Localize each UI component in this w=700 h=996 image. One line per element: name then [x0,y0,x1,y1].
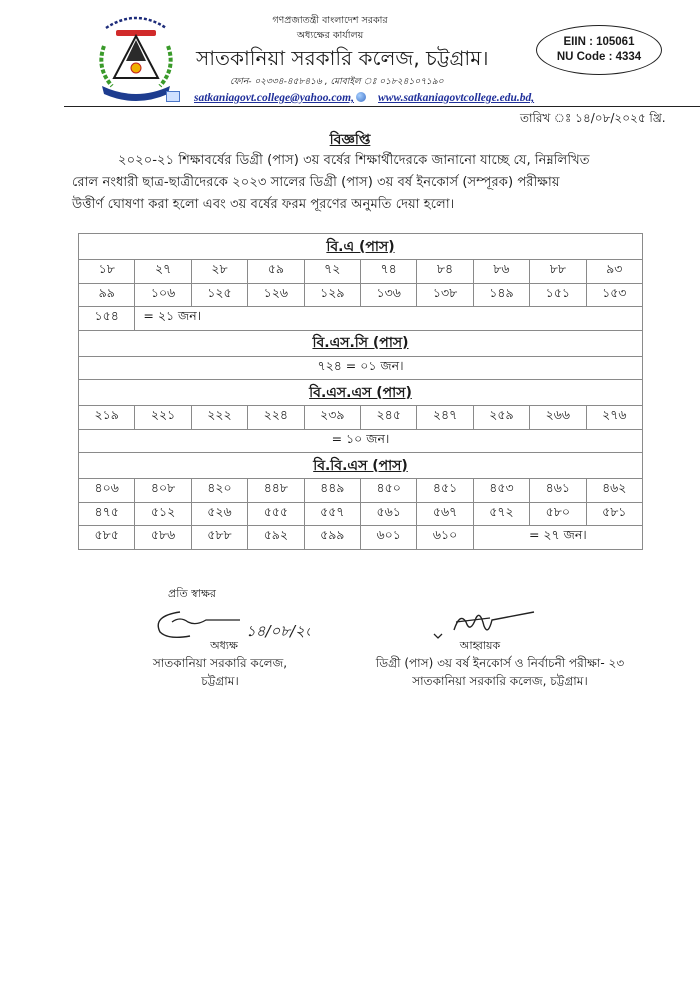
counter-signature-label: প্রতি স্বাক্ষর [168,587,216,600]
roll-cell: ২৭৬ [586,406,642,430]
roll-cell: ১২৬ [248,283,304,307]
roll-cell: ৫৬১ [360,502,416,526]
roll-cell: ৯৩ [586,260,642,284]
roll-cell: ৬০১ [360,526,416,550]
roll-cell: ১৪৯ [473,283,529,307]
roll-cell: ৪৪৮ [248,479,304,503]
bss-heading [79,380,643,406]
table-row [79,307,643,331]
bbs-heading-text: বি.বি.এস (পাস) [313,457,408,474]
notice-date: তারিখ ঃ ১৪/০৮/২০২৫ খ্রি. [520,111,666,125]
roll-cell: ৫২৬ [191,502,247,526]
table-row [79,429,643,453]
roll-cell: ৪৬১ [530,479,586,503]
ba-total: = ২১ জন। [135,307,643,331]
principal-signature-date: ১৪/০৮/২৫ [246,622,310,640]
table-row [79,356,643,380]
roll-cell: ২৫৯ [473,406,529,430]
convener-college: সাতকানিয়া সরকারি কলেজ, চট্টগ্রাম। [412,674,588,688]
roll-cell: ৮৪ [417,260,473,284]
table-row [79,479,643,503]
nu-code: NU Code : 4334 [556,51,642,63]
roll-cell: ২৮ [191,260,247,284]
bsc-heading [79,330,643,356]
roll-cell: ১২৯ [304,283,360,307]
eiin-badge [536,25,662,75]
roll-cell: ১৩৮ [417,283,473,307]
ba-heading-row [79,234,643,260]
roll-cell: ৪৬২ [586,479,642,503]
roll-cell: ৫৯২ [248,526,304,550]
roll-cell: ১৫৪ [79,307,135,331]
website-link[interactable]: www.satkaniagovtcollege.edu.bd, [378,92,535,104]
roll-cell: ২৪৭ [417,406,473,430]
roll-cell: ২২১ [135,406,191,430]
roll-cell: ১৫১ [530,283,586,307]
bsc-summary: ৭২৪ = ০১ জন। [79,356,643,380]
convener-title: আহ্বায়ক [459,639,501,652]
principal-college: সাতকানিয়া সরকারি কলেজ, [152,656,288,670]
contact-line: ফোন- ০২৩৩৪-৪৫৮৪১৬ , মোবাইল ঃ ০১৮২৪১০৭১৯০ [230,77,444,87]
college-name: সাতকানিয়া সরকারি কলেজ, চট্টগ্রাম। [196,46,489,70]
roll-cell: ২২২ [191,406,247,430]
government-line: গণপ্রজাতন্ত্রী বাংলাদেশ সরকার [272,15,388,26]
roll-cell: ৫৮৬ [135,526,191,550]
eiin-code: EIIN : 105061 [563,36,635,48]
notice-title: বিজ্ঞপ্তি [329,132,371,148]
roll-cell: ৪৭৫ [79,502,135,526]
table-row [79,502,643,526]
roll-cell: ৭৪ [360,260,416,284]
email-icon [166,91,180,102]
roll-cell: ২১৯ [79,406,135,430]
web-contact-line [166,91,686,104]
roll-cell: ৭২ [304,260,360,284]
roll-cell: ২৩৯ [304,406,360,430]
roll-cell: ৫৭২ [473,502,529,526]
results-table [78,233,643,550]
principal-title: অধ্যক্ষ [210,639,238,652]
roll-cell: ২৬৬ [530,406,586,430]
table-row [79,406,643,430]
roll-cell: ৪৫০ [360,479,416,503]
bbs-heading-row [79,453,643,479]
roll-cell: ৪০৬ [79,479,135,503]
ba-heading-text: বি.এ (পাস) [326,238,395,255]
roll-cell: ৮৮ [530,260,586,284]
notice-line: রোল নংধারী ছাত্র-ছাত্রীদেরকে ২০২৩ সালের ডিগ্রী (পাস) ৩য় বর্ষ ইনকোর্স (সম্পূরক) পরীক্ষায় [72,175,560,190]
roll-cell: ৫৫৫ [248,502,304,526]
roll-cell: ৪৪৯ [304,479,360,503]
roll-cell: ৫৯৯ [304,526,360,550]
notice-line: ২০২০-২১ শিক্ষাবর্ষের ডিগ্রী (পাস) ৩য় বর্ষের শিক্ষার্থীদেরকে জানানো যাচ্ছে যে, নিম্নলিখিত [118,153,590,168]
bss-heading-row [79,380,643,406]
roll-cell: ২৭ [135,260,191,284]
roll-cell: ৫৯ [248,260,304,284]
roll-cell: ৬১০ [417,526,473,550]
roll-cell: ৪২০ [191,479,247,503]
table-row [79,283,643,307]
bss-total: = ১০ জন। [79,429,643,453]
header-divider [64,106,700,107]
notice-body [72,150,642,216]
table-row [79,260,643,284]
convener-committee: ডিগ্রী (পাস) ৩য় বর্ষ ইনকোর্স ও নির্বাচনী পরীক্ষা- ২৩ [375,656,625,670]
bsc-heading-text: বি.এস.সি (পাস) [312,335,409,351]
bsc-heading-row [79,330,643,356]
roll-cell: ১৮ [79,260,135,284]
bbs-total: = ২৭ জন। [473,526,642,550]
table-row [79,526,643,550]
roll-cell: ৪০৮ [135,479,191,503]
roll-cell: ৯৯ [79,283,135,307]
roll-cell: ৮৬ [473,260,529,284]
roll-cell: ৫৮৫ [79,526,135,550]
roll-cell: ১৩৬ [360,283,416,307]
roll-cell: ৫৬৭ [417,502,473,526]
roll-cell: ৫৫৭ [304,502,360,526]
roll-cell: ৫৮০ [530,502,586,526]
roll-cell: ১০৬ [135,283,191,307]
roll-cell: ২৪৫ [360,406,416,430]
roll-cell: ৪৫৩ [473,479,529,503]
roll-cell: ১২৫ [191,283,247,307]
roll-cell: ৪৫১ [417,479,473,503]
email-link[interactable]: satkaniagovt.college@yahoo.com, [194,92,355,104]
globe-icon [356,92,366,102]
principal-city: চট্টগ্রাম। [201,674,239,688]
office-line: অধ্যক্ষের কার্যালয় [296,30,364,41]
bbs-heading [79,453,643,479]
roll-cell: ৫৮৮ [191,526,247,550]
roll-cell: ২২৪ [248,406,304,430]
ba-heading [79,234,643,260]
roll-cell: ৫৮১ [586,502,642,526]
roll-cell: ১৫৩ [586,283,642,307]
notice-line: উত্তীর্ণ ঘোষণা করা হলো এবং ৩য় বর্ষের ফরম পূরণের অনুমতি দেয়া হলো। [72,197,455,212]
bss-heading-text: বি.এস.এস (পাস) [309,384,412,401]
roll-cell: ৫১২ [135,502,191,526]
